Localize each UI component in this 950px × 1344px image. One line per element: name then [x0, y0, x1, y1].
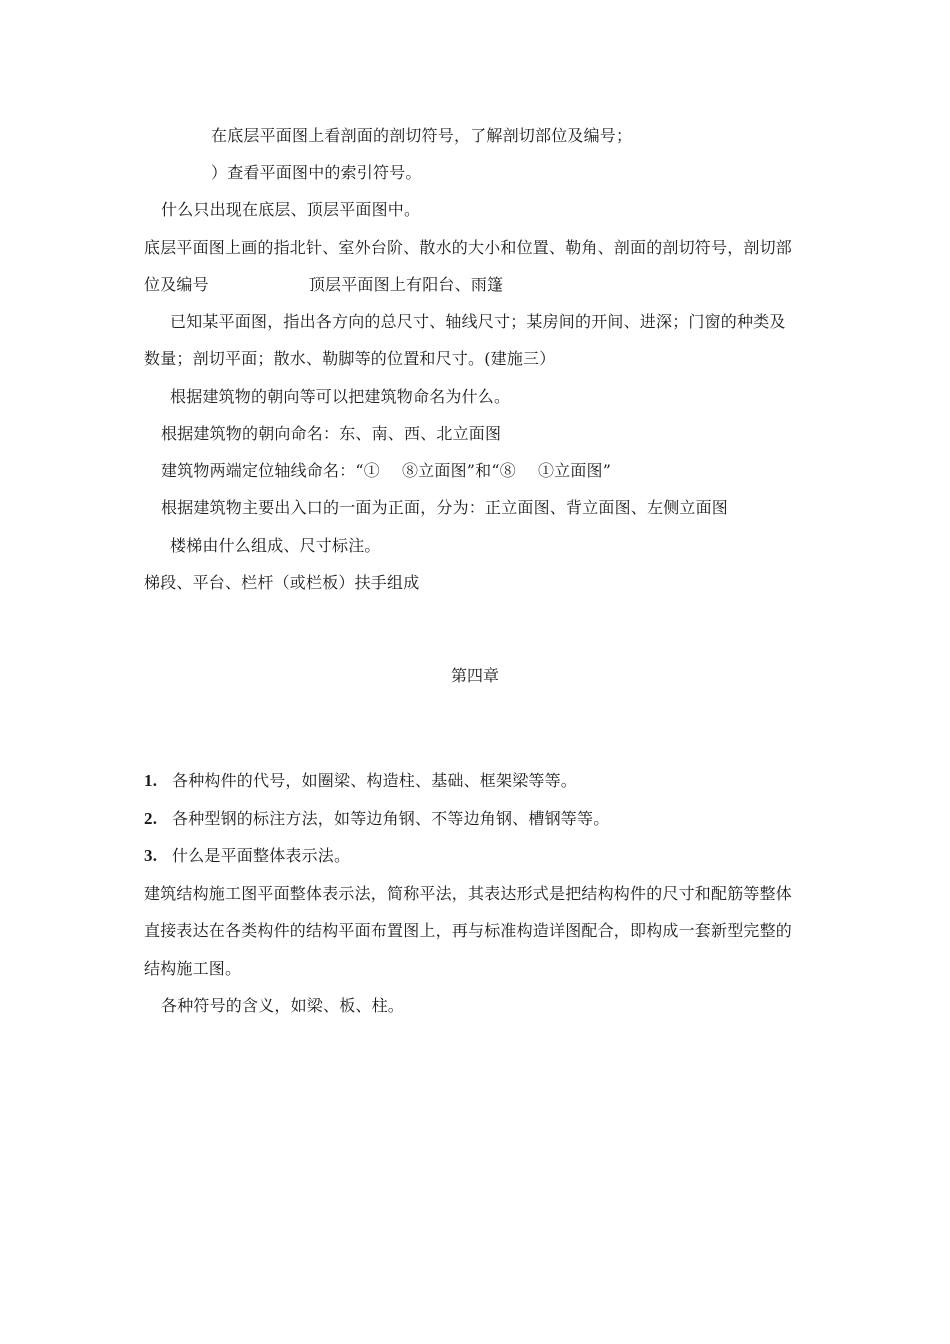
text-segment: 建筑物两端定位轴线命名：“①: [161, 461, 380, 480]
text-line: 楼梯由什么组成、尺寸标注。: [170, 536, 381, 555]
list-item-number: 1.: [144, 771, 158, 790]
text-line: 已知某平面图，指出各方向的总尺寸、轴线尺寸；某房间的开间、进深；门窗的种类及: [170, 312, 786, 331]
list-item-number: 3.: [144, 846, 158, 865]
text-line: 数量；剖切平面；散水、勒脚等的位置和尺寸。(建施三）: [144, 349, 556, 368]
text-line: 结构施工图。: [144, 959, 242, 978]
list-item: [144, 771, 577, 791]
list-item-number: 2.: [144, 809, 158, 828]
text-line: [161, 461, 611, 481]
text-line: 直接表达在各类构件的结构平面布置图上，再与标准构造详图配合，即构成一套新型完整的: [144, 921, 793, 940]
text-line: 底层平面图上画的指北针、室外台阶、散水的大小和位置、勒角、剖面的剖切符号，剖切部: [144, 238, 793, 257]
text-line: 什么只出现在底层、顶层平面图中。: [161, 200, 421, 219]
text-segment: 位及编号: [144, 275, 209, 294]
text-line: 各种符号的含义，如梁、板、柱。: [161, 996, 405, 1015]
text-line: ）查看平面图中的索引符号。: [211, 163, 422, 182]
text-line: 根据建筑物的朝向命名：东、南、西、北立面图: [161, 424, 502, 443]
text-line: 建筑结构施工图平面整体表示法，简称平法，其表达形式是把结构构件的尺寸和配筋等整体: [144, 884, 793, 903]
list-item-text: 各种构件的代号，如圈梁、构造柱、基础、框架梁等等。: [172, 771, 578, 790]
text-line: 在底层平面图上看剖面的剖切符号，了解剖切部位及编号；: [211, 126, 633, 145]
list-item-text: 各种型钢的标注方法，如等边角钢、不等边角钢、槽钢等等。: [172, 809, 610, 828]
text-line: 梯段、平台、栏杆（或栏板）扶手组成: [144, 573, 420, 592]
list-item-text: 什么是平面整体表示法。: [172, 846, 351, 865]
list-item: [144, 809, 609, 829]
text-line: 根据建筑物主要出入口的一面为正面，分为：正立面图、背立面图、左侧立面图: [161, 498, 729, 517]
text-segment: 顶层平面图上有阳台、雨篷: [308, 275, 504, 294]
list-item: [144, 846, 350, 866]
text-segment: ⑧立面图”和“⑧: [401, 461, 516, 480]
chapter-heading: 第四章: [450, 666, 499, 685]
text-segment: ①立面图”: [537, 461, 612, 480]
text-line: [144, 275, 503, 295]
text-line: 根据建筑物的朝向等可以把建筑物命名为什么。: [170, 387, 511, 406]
